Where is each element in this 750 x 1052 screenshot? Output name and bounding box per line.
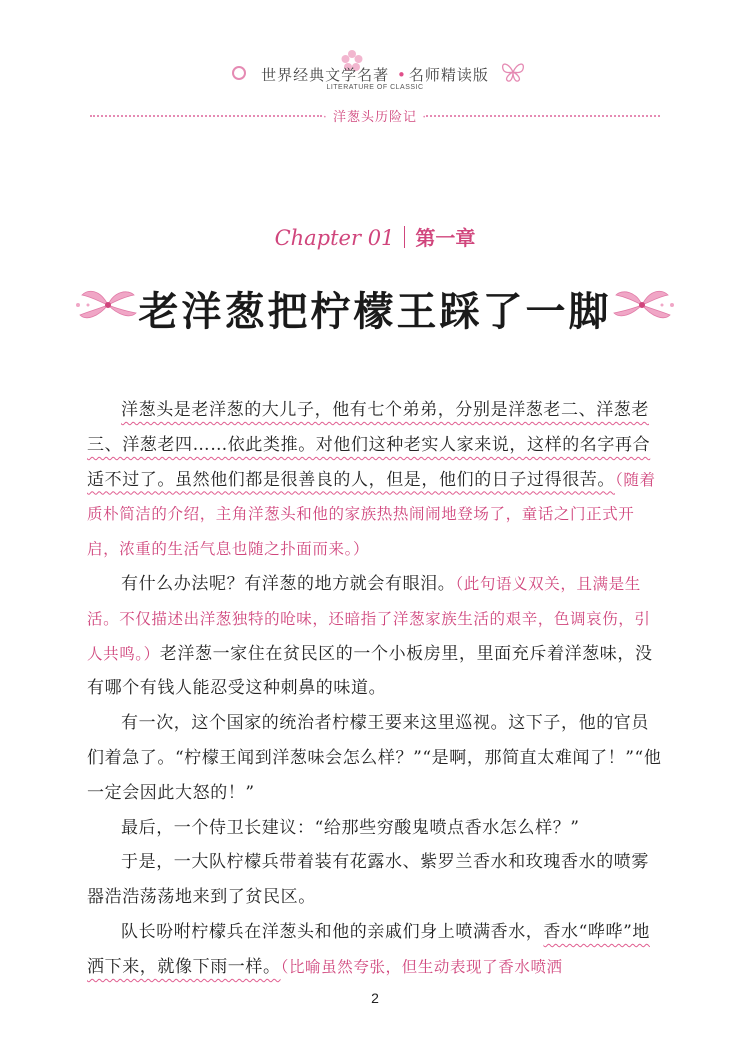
paragraph: 有一次，这个国家的统治者柠檬王要来这里巡视。这下子，他的官员们着急了。“柠檬王闻到洋葱味会怎么样？”“是啊，那简直太难闻了！”“他一定会因此大怒的！” xyxy=(87,713,662,803)
annotation: （随着质朴简洁的介绍，主角洋葱头和他的家族热热闹闹地登场了，童话之门正式开启，浓重的生活气息也随之扑面而来。） xyxy=(87,470,656,559)
page-number: 2 xyxy=(371,990,379,1006)
paragraph-text: 老洋葱一家住在贫民区的一个小板房里，里面充斥着洋葱味，没有哪个有钱人能忍受这种刺鼻的味道。 xyxy=(87,643,653,699)
page-header xyxy=(0,44,750,124)
annotation: （比喻虽然夸张，但生动表现了香水喷洒 xyxy=(280,957,563,976)
paragraph-text: 队长吩咐柠檬兵在洋葱头和他的亲戚们身上喷满香水， xyxy=(121,921,544,942)
butterfly-icon xyxy=(500,60,526,84)
paragraph: 于是，一大队柠檬兵带着装有花露水、紫罗兰香水和玫瑰香水的喷雾器浩浩荡荡地来到了贫民区。 xyxy=(87,852,649,908)
series-title: 世界经典文学名著 • 名师精读版 xyxy=(261,66,489,84)
book-title: · 洋葱头历险记 · xyxy=(322,110,428,125)
paragraph xyxy=(87,393,663,567)
header-divider-right xyxy=(426,115,660,117)
chapter-title: 老洋葱把柠檬王踩了一脚 xyxy=(138,289,612,335)
lily-ornament-icon xyxy=(612,283,676,327)
paragraph xyxy=(87,567,663,706)
chapter-number-cn: 第一章 xyxy=(415,226,476,250)
series-english-title: LITERATURE OF CLASSIC xyxy=(326,84,424,91)
chapter-label xyxy=(0,222,750,251)
highlighted-text: 香水“哗哗”地洒下来，就像下雨一样。 xyxy=(87,921,650,977)
chapter-body xyxy=(87,393,663,985)
paragraph xyxy=(87,915,663,985)
annotation: （此句语义双关，且满是生活。不仅描述出洋葱独特的呛味，还暗指了洋葱家族生活的艰辛，色调哀伤，引人共鸣。） xyxy=(87,574,651,663)
highlighted-text: 洋葱头是老洋葱的大儿子，他有七个弟弟，分别是洋葱老二、洋葱老三、洋葱老四……依此类推。对他们这种老实人家来说，这样的名字再合适不过了。虽然他们都是很善良的人，但是，他们的日子过得很苦。 xyxy=(87,400,651,490)
paragraph: 最后，一个侍卫长建议：“给那些穷酸鬼喷点香水怎么样？” xyxy=(121,817,580,838)
paragraph-text: 有什么办法呢？有洋葱的地方就会有眼泪。 xyxy=(121,573,456,594)
chapter-separator xyxy=(404,226,405,248)
chapter-number-en: Chapter 01 xyxy=(274,226,395,250)
